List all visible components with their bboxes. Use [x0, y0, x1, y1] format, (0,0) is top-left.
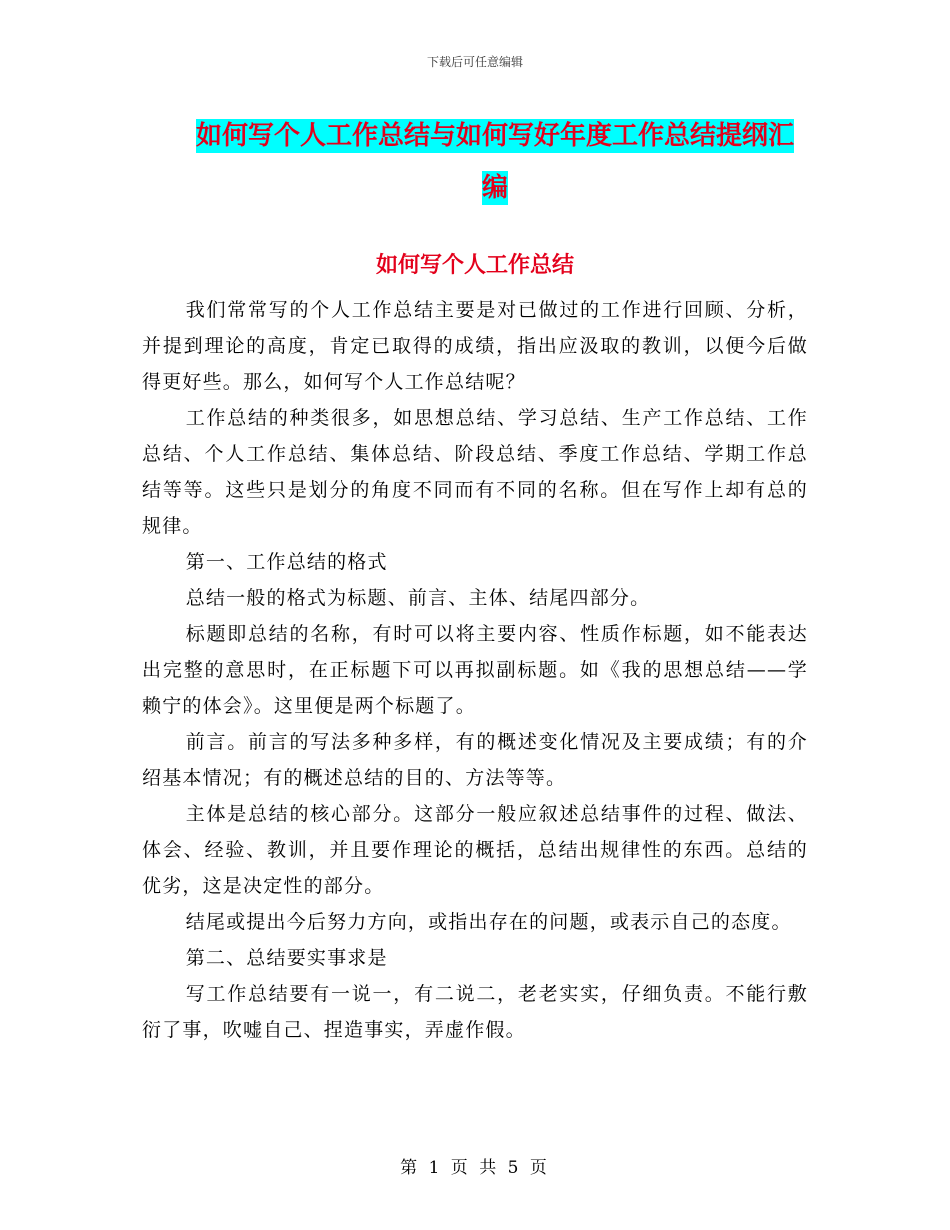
paragraph: 主体是总结的核心部分。这部分一般应叙述总结事件的过程、做法、体会、经验、教训，并且要作理论的概括，总结出规律性的东西。总结的优劣，这是决定性的部分。 — [142, 803, 808, 897]
page-header-note: 下载后可任意编辑 — [426, 55, 523, 69]
document-title — [180, 110, 810, 214]
paragraph: 工作总结的种类很多，如思想总结、学习总结、生产工作总结、工作总结、个人工作总结、集体总结、阶段总结、季度工作总结、学期工作总结等等。这些只是划分的角度不同而有不同的名称。但在写作上却有总的规律。 — [142, 407, 808, 537]
document-title-line-1: 如何写个人工作总结与如何写好年度工作总结提纲汇 — [195, 121, 794, 151]
paragraph: 我们常常写的个人工作总结主要是对已做过的工作进行回顾、分析，并提到理论的高度，肯定已取得的成绩，指出应汲取的教训，以便今后做得更好些。那么，如何写个人工作总结呢？ — [142, 299, 808, 393]
subheading: 第一、工作总结的格式 — [185, 551, 388, 573]
paragraph: 写工作总结要有一说一，有二说二，老老实实，仔细负责。不能行敷衍了事，吹嘘自己、捏造事实，弄虚作假。 — [142, 983, 808, 1041]
paragraph: 标题即总结的名称，有时可以将主要内容、性质作标题，如不能表达出完整的意思时，在正标题下可以再拟副标题。如《我的思想总结——学赖宁的体会》。这里便是两个标题了。 — [142, 623, 808, 717]
section-title: 如何写个人工作总结 — [375, 253, 574, 278]
document-title-line-2: 编 — [481, 173, 508, 203]
body-text — [142, 292, 808, 1048]
subheading: 第二、总结要实事求是 — [185, 947, 388, 969]
paragraph: 前言。前言的写法多种多样，有的概述变化情况及主要成绩；有的介绍基本情况；有的概述总结的目的、方法等等。 — [142, 731, 808, 789]
paragraph: 总结一般的格式为标题、前言、主体、结尾四部分。 — [185, 587, 651, 609]
page-number-footer: 第 1 页 共 5 页 — [400, 1158, 550, 1178]
paragraph: 结尾或提出今后努力方向，或指出存在的问题，或表示自己的态度。 — [185, 911, 792, 933]
